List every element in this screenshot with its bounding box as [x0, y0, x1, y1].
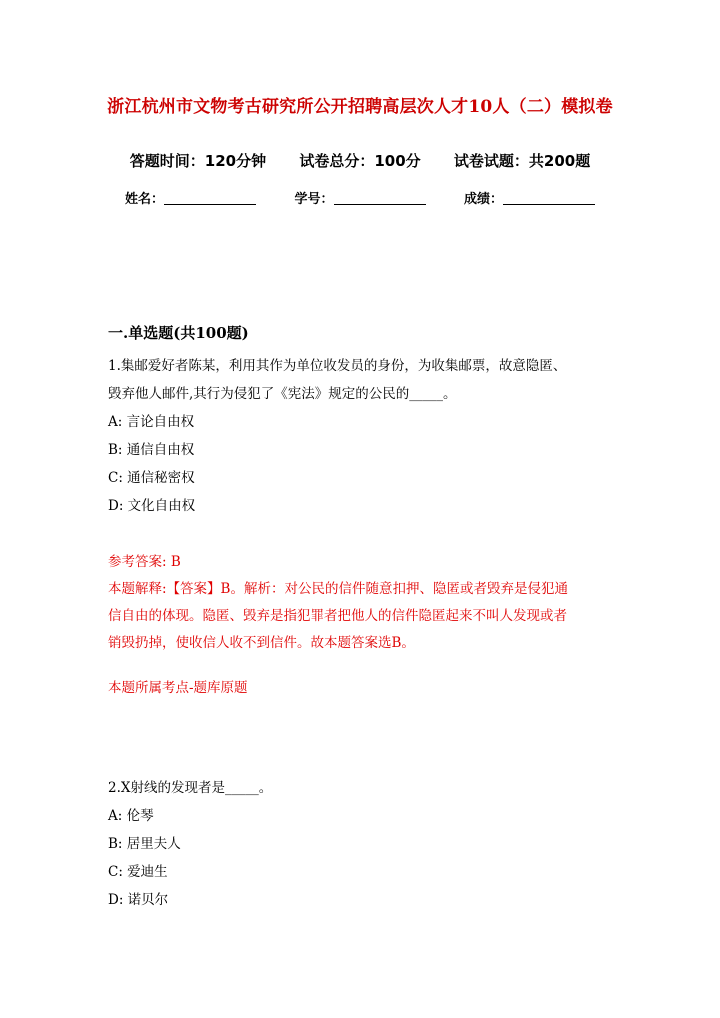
student-id-field	[294, 188, 425, 207]
question-2-option-a[interactable]: A: 伦琴	[108, 808, 154, 824]
exam-question-count: 试卷试题：共200题	[453, 152, 591, 170]
question-1-option-d[interactable]: D: 文化自由权	[108, 498, 196, 514]
question-1-option-a[interactable]: A: 言论自由权	[108, 414, 195, 430]
question-2-stem: 2.X射线的发现者是_____。	[108, 780, 273, 796]
question-1-stem-line1: 1.集邮爱好者陈某，利用其作为单位收发员的身份，为收集邮票，故意隐匿、	[108, 358, 567, 374]
question-1-answer: 参考答案: B	[108, 554, 181, 570]
question-2	[108, 774, 613, 914]
question-1-stem-line2: 毁弃他人邮件,其行为侵犯了《宪法》规定的公民的_____。	[108, 386, 457, 402]
student-info-fields	[0, 188, 720, 207]
score-field	[464, 188, 595, 207]
name-label: 姓名：	[124, 192, 164, 207]
question-1	[108, 352, 613, 520]
name-blank[interactable]	[164, 190, 256, 205]
exam-title: 浙江杭州市文物考古研究所公开招聘高层次人才10人（二）模拟卷	[107, 97, 613, 117]
question-1-explanation-line2: 信自由的体现。隐匿、毁弃是指犯罪者把他人的信件隐匿起来不叫人发现或者	[108, 608, 567, 624]
question-1-option-c[interactable]: C: 通信秘密权	[108, 470, 195, 486]
question-1-option-b[interactable]: B: 通信自由权	[108, 442, 195, 458]
student-id-blank[interactable]	[334, 190, 426, 205]
section-title: 一.单选题(共100题)	[108, 324, 249, 342]
question-1-source: 本题所属考点-题库原题	[108, 680, 248, 696]
question-2-option-d[interactable]: D: 诺贝尔	[108, 892, 169, 908]
question-2-option-b[interactable]: B: 居里夫人	[108, 836, 181, 852]
question-2-option-c[interactable]: C: 爱迪生	[108, 864, 168, 880]
score-label: 成绩：	[464, 192, 504, 207]
question-1-answer-block	[108, 549, 613, 702]
student-id-label: 学号：	[294, 192, 334, 207]
question-1-explanation-line3: 销毁扔掉，使收信人收不到信件。故本题答案选B。	[108, 635, 415, 651]
exam-total-score: 试卷总分：100分	[299, 152, 421, 170]
question-1-explanation-line1: 本题解释:【答案】B。解析：对公民的信件随意扣押、隐匿或者毁弃是侵犯通	[108, 581, 568, 597]
exam-meta	[0, 150, 720, 171]
score-blank[interactable]	[503, 190, 595, 205]
exam-time: 答题时间：120分钟	[129, 152, 267, 170]
name-field	[125, 188, 256, 207]
